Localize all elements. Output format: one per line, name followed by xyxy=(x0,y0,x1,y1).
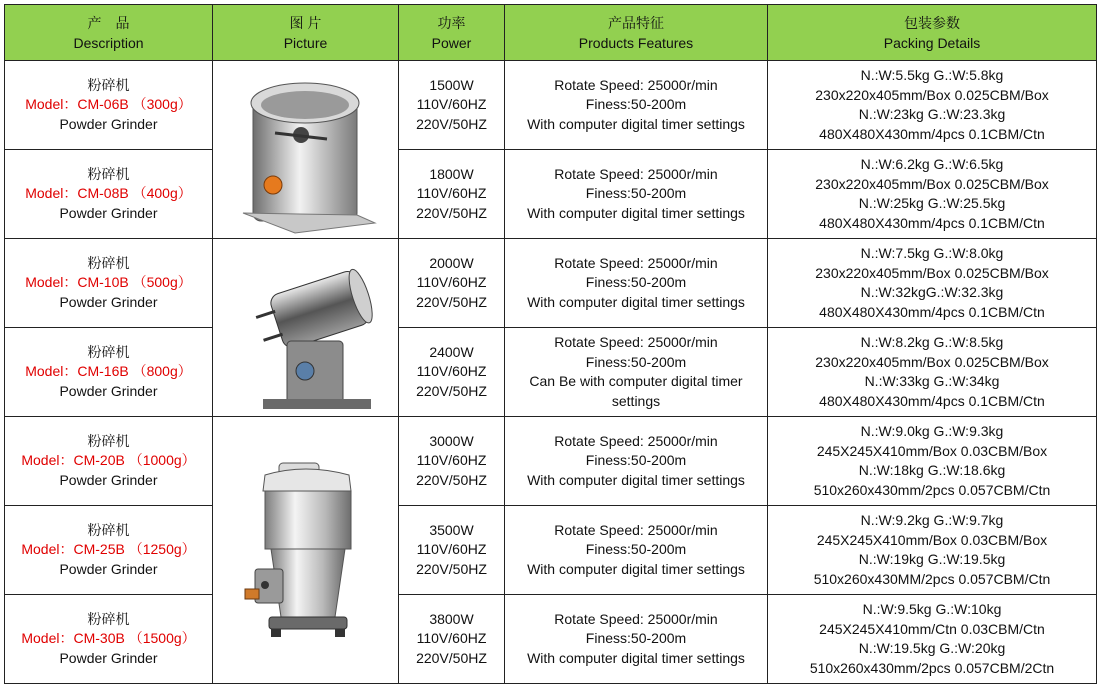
grinder-open-lid-icon xyxy=(235,73,377,237)
header-power-en: Power xyxy=(431,34,472,51)
power-cell xyxy=(399,417,505,506)
packing-cell xyxy=(768,506,1097,595)
power-110v: 110V/60HZ xyxy=(416,630,487,647)
header-description-en: Description xyxy=(73,34,144,51)
header-description xyxy=(5,5,213,61)
power-watts: 3500W xyxy=(429,521,474,538)
feature-timer: With computer digital timer settings xyxy=(527,115,745,132)
header-features xyxy=(505,5,768,61)
packing-ctn-size: 480X480X430mm/4pcs 0.1CBM/Ctn xyxy=(819,303,1045,320)
model-number: Model：CM-16B （800g） xyxy=(25,363,192,380)
power-cell xyxy=(399,506,505,595)
header-packing xyxy=(768,5,1097,61)
model-number: Model：CM-08B （400g） xyxy=(25,185,192,202)
header-packing-zh: 包装参数 xyxy=(904,14,960,31)
table-row xyxy=(5,328,1097,417)
header-picture xyxy=(213,5,399,61)
name-en: Powder Grinder xyxy=(59,560,158,577)
features-cell xyxy=(505,61,768,150)
power-watts: 3000W xyxy=(429,432,474,449)
feature-speed: Rotate Speed: 25000r/min xyxy=(554,254,718,271)
power-watts: 2000W xyxy=(429,254,474,271)
packing-cell xyxy=(768,417,1097,506)
description-cell xyxy=(5,595,213,684)
power-cell xyxy=(399,61,505,150)
packing-ctn-size: 480X480X430mm/4pcs 0.1CBM/Ctn xyxy=(819,214,1045,231)
model-number: Model：CM-06B （300g） xyxy=(25,96,192,113)
feature-finess: Finess:50-200m xyxy=(585,452,687,469)
packing-weight-ctn: N.:W:19kg G.:W:19.5kg xyxy=(858,551,1006,567)
power-cell xyxy=(399,328,505,417)
header-description-zh: 产 品 xyxy=(87,14,130,31)
packing-weight-box: N.:W:9.2kg G.:W:9.7kg xyxy=(860,512,1004,528)
feature-finess: Finess:50-200m xyxy=(585,96,687,113)
header-packing-en: Packing Details xyxy=(883,34,981,51)
power-110v: 110V/60HZ xyxy=(416,363,487,380)
power-220v: 220V/50HZ xyxy=(416,382,487,399)
name-en: Powder Grinder xyxy=(59,649,158,666)
packing-box-size: 230x220x405mm/Box 0.025CBM/Box xyxy=(815,175,1049,192)
feature-timer: Can Be with computer digital timer settings xyxy=(529,373,743,409)
power-watts: 1500W xyxy=(429,76,474,93)
feature-finess: Finess:50-200m xyxy=(585,541,687,558)
name-en: Powder Grinder xyxy=(59,293,158,310)
header-row xyxy=(5,5,1097,61)
feature-finess: Finess:50-200m xyxy=(585,630,687,647)
grinder-tilted-icon xyxy=(235,261,377,411)
packing-box-size: 245X245X410mm/Box 0.03CBM/Box xyxy=(816,531,1048,548)
name-en: Powder Grinder xyxy=(59,382,158,399)
feature-timer: With computer digital timer settings xyxy=(527,560,745,577)
power-cell xyxy=(399,595,505,684)
packing-weight-box: N.:W:5.5kg G.:W:5.8kg xyxy=(860,67,1004,83)
packing-cell xyxy=(768,150,1097,239)
packing-box-size: 245X245X410mm/Ctn 0.03CBM/Ctn xyxy=(819,620,1045,637)
packing-weight-box: N.:W:8.2kg G.:W:8.5kg xyxy=(860,334,1004,350)
features-cell xyxy=(505,239,768,328)
name-zh: 粉碎机 xyxy=(87,432,130,449)
name-zh: 粉碎机 xyxy=(87,610,130,627)
header-picture-en: Picture xyxy=(283,34,328,51)
table-row xyxy=(5,61,1097,150)
power-cell xyxy=(399,239,505,328)
feature-timer: With computer digital timer settings xyxy=(527,293,745,310)
packing-box-size: 230x220x405mm/Box 0.025CBM/Box xyxy=(815,86,1049,103)
power-watts: 3800W xyxy=(429,610,474,627)
picture-cell xyxy=(213,61,399,239)
features-cell xyxy=(505,595,768,684)
table-row xyxy=(5,506,1097,595)
model-number: Model：CM-20B （1000g） xyxy=(21,452,196,469)
power-watts: 2400W xyxy=(429,343,474,360)
power-220v: 220V/50HZ xyxy=(416,204,487,221)
power-110v: 110V/60HZ xyxy=(416,541,487,558)
feature-finess: Finess:50-200m xyxy=(585,185,687,202)
features-cell xyxy=(505,417,768,506)
model-number: Model：CM-30B （1500g） xyxy=(21,630,196,647)
name-en: Powder Grinder xyxy=(59,471,158,488)
power-220v: 220V/50HZ xyxy=(416,471,487,488)
packing-weight-box: N.:W:9.0kg G.:W:9.3kg xyxy=(860,423,1004,439)
feature-speed: Rotate Speed: 25000r/min xyxy=(554,521,718,538)
features-cell xyxy=(505,328,768,417)
feature-speed: Rotate Speed: 25000r/min xyxy=(554,334,718,350)
description-cell xyxy=(5,506,213,595)
name-zh: 粉碎机 xyxy=(87,343,130,360)
packing-ctn-size: 510x260x430mm/2pcs 0.057CBM/2Ctn xyxy=(809,659,1055,676)
name-zh: 粉碎机 xyxy=(87,521,130,538)
description-cell xyxy=(5,61,213,150)
features-cell xyxy=(505,150,768,239)
power-220v: 220V/50HZ xyxy=(416,115,487,132)
product-spec-table xyxy=(4,4,1097,684)
name-zh: 粉碎机 xyxy=(87,76,130,93)
name-zh: 粉碎机 xyxy=(87,165,130,182)
packing-cell xyxy=(768,328,1097,417)
feature-timer: With computer digital timer settings xyxy=(527,649,745,666)
name-en: Powder Grinder xyxy=(59,115,158,132)
picture-cell xyxy=(213,417,399,684)
grinder-tall-icon xyxy=(235,457,377,643)
features-cell xyxy=(505,506,768,595)
packing-weight-ctn: N.:W:25kg G.:W:25.5kg xyxy=(858,195,1006,211)
name-zh: 粉碎机 xyxy=(87,254,130,271)
feature-finess: Finess:50-200m xyxy=(585,274,687,291)
packing-weight-ctn: N.:W:19.5kg G.:W:20kg xyxy=(858,640,1006,656)
table-row xyxy=(5,150,1097,239)
feature-finess: Finess:50-200m xyxy=(585,353,687,370)
table-row xyxy=(5,417,1097,506)
feature-timer: With computer digital timer settings xyxy=(527,471,745,488)
packing-weight-ctn: N.:W:23kg G.:W:23.3kg xyxy=(858,106,1006,122)
description-cell xyxy=(5,150,213,239)
header-picture-zh: 图 片 xyxy=(289,14,322,31)
power-watts: 1800W xyxy=(429,165,474,182)
packing-ctn-size: 480X480X430mm/4pcs 0.1CBM/Ctn xyxy=(819,392,1045,409)
power-220v: 220V/50HZ xyxy=(416,560,487,577)
model-number: Model：CM-10B （500g） xyxy=(25,274,192,291)
power-110v: 110V/60HZ xyxy=(416,185,487,202)
power-110v: 110V/60HZ xyxy=(416,452,487,469)
name-en: Powder Grinder xyxy=(59,204,158,221)
description-cell xyxy=(5,417,213,506)
feature-timer: With computer digital timer settings xyxy=(527,204,745,221)
feature-speed: Rotate Speed: 25000r/min xyxy=(554,165,718,182)
header-features-en: Products Features xyxy=(578,34,694,51)
packing-box-size: 230x220x405mm/Box 0.025CBM/Box xyxy=(815,264,1049,281)
header-power xyxy=(399,5,505,61)
feature-speed: Rotate Speed: 25000r/min xyxy=(554,432,718,449)
packing-ctn-size: 480X480X430mm/4pcs 0.1CBM/Ctn xyxy=(819,125,1045,142)
description-cell xyxy=(5,328,213,417)
header-power-zh: 功率 xyxy=(437,14,466,31)
packing-ctn-size: 510x260x430MM/2pcs 0.057CBM/Ctn xyxy=(813,570,1051,587)
packing-cell xyxy=(768,595,1097,684)
packing-cell xyxy=(768,239,1097,328)
packing-weight-box: N.:W:9.5kg G.:W:10kg xyxy=(862,601,1002,617)
picture-cell xyxy=(213,239,399,417)
power-220v: 220V/50HZ xyxy=(416,649,487,666)
packing-cell xyxy=(768,61,1097,150)
table-row xyxy=(5,239,1097,328)
power-110v: 110V/60HZ xyxy=(416,274,487,291)
packing-ctn-size: 510x260x430mm/2pcs 0.057CBM/Ctn xyxy=(813,481,1051,498)
packing-weight-ctn: N.:W:32kgG.:W:32.3kg xyxy=(860,284,1004,300)
description-cell xyxy=(5,239,213,328)
packing-box-size: 245X245X410mm/Box 0.03CBM/Box xyxy=(816,442,1048,459)
packing-weight-box: N.:W:6.2kg G.:W:6.5kg xyxy=(860,156,1004,172)
power-220v: 220V/50HZ xyxy=(416,293,487,310)
packing-box-size: 230x220x405mm/Box 0.025CBM/Box xyxy=(815,353,1049,370)
power-cell xyxy=(399,150,505,239)
header-features-zh: 产品特征 xyxy=(608,14,664,31)
packing-weight-ctn: N.:W:18kg G.:W:18.6kg xyxy=(858,462,1006,478)
power-110v: 110V/60HZ xyxy=(416,96,487,113)
packing-weight-ctn: N.:W:33kg G.:W:34kg xyxy=(864,373,1000,389)
feature-speed: Rotate Speed: 25000r/min xyxy=(554,610,718,627)
model-number: Model：CM-25B （1250g） xyxy=(21,541,196,558)
packing-weight-box: N.:W:7.5kg G.:W:8.0kg xyxy=(860,245,1004,261)
feature-speed: Rotate Speed: 25000r/min xyxy=(554,76,718,93)
table-row xyxy=(5,595,1097,684)
